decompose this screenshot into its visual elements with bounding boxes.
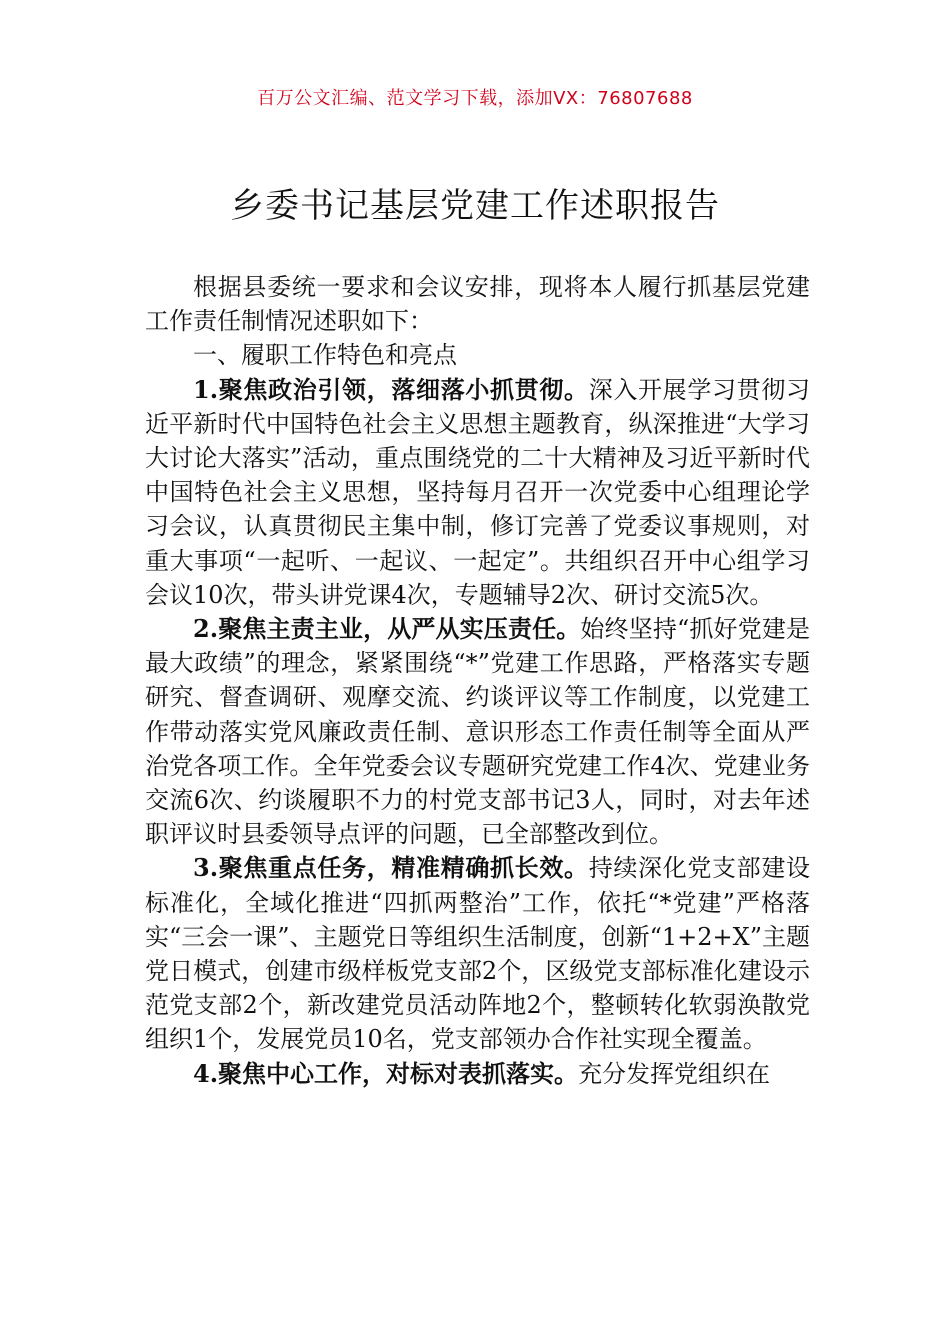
item-text: 始终坚持“抓好党建是最大政绩”的理念，紧紧围绕“*”党建工作思路，严格落实专题研究、督查调研、观摩交流、约谈评议等工作制度，以党建工作带动落实党风廉政责任制、意识形态工作责任制等全面从严治党各项工作。全年党委会议专题研究党建工作4次、党建业务交流6次、约谈履职不力的村党支部书记3人，同时，对去年述职评议时县委领导点评的问题，已全部整改到位。	[145, 615, 810, 849]
item-lead: 4.聚焦中心工作，对标对表抓落实。	[193, 1058, 579, 1088]
item-paragraph-3	[145, 851, 810, 1056]
document-title: 乡委书记基层党建工作述职报告	[230, 186, 720, 226]
header-note: 百万公文汇编、范文学习下载，添加VX：76807688	[257, 88, 693, 109]
item-text: 深入开展学习贯彻习近平新时代中国特色社会主义思想主题教育，纵深推进“大学习大讨论大落实”活动，重点围绕党的二十大精神及习近平新时代中国特色社会主义思想，坚持每月召开一次党委中心组理论学习会议，认真贯彻民主集中制，修订完善了党委议事规则，对重大事项“一起听、一起议、一起定”。共组织召开中心组学习会议10次，带头讲党课4次，专题辅导2次、研讨交流5次。	[145, 375, 810, 609]
section-heading: 一、履职工作特色和亮点	[193, 341, 457, 370]
item-lead: 3.聚焦重点任务，精准精确抓长效。	[193, 853, 589, 883]
item-paragraph-4	[145, 1057, 810, 1091]
item-lead: 1.聚焦政治引领，落细落小抓贯彻。	[193, 374, 589, 404]
item-text: 持续深化党支部建设标准化，全域化推进“四抓两整治”工作，依托“*党建”严格落实“三会一课”、主题党日等组织生活制度，创新“1+2+X”主题党日模式，创建市级样板党支部2个，区级党支部标准化建设示范党支部2个，新改建党员活动阵地2个，整顿转化软弱涣散党组织1个，发展党员10名，党支部领办合作社实现全覆盖。	[145, 854, 810, 1054]
item-paragraph-1	[145, 373, 810, 612]
item-text: 充分发挥党组织在	[578, 1059, 771, 1088]
intro-paragraph: 根据县委统一要求和会议安排，现将本人履行抓基层党建工作责任制情况述职如下：	[145, 273, 810, 336]
document-body	[145, 270, 810, 1091]
item-lead: 2.聚焦主责主业，从严从实压责任。	[193, 614, 581, 644]
item-paragraph-2	[145, 612, 810, 851]
